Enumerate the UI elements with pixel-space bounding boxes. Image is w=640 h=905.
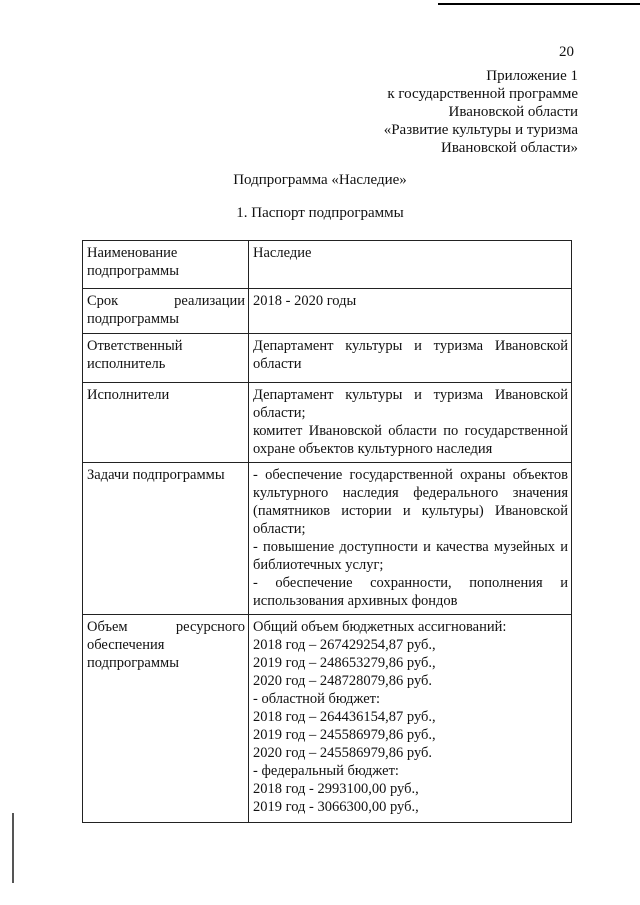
page-number: 20 [559,44,574,60]
row-value: 2018 - 2020 годы [249,289,572,334]
funding-line: 2018 год – 267429254,87 руб., [253,637,436,653]
row-label: Срок реализации подпрограммы [83,289,249,334]
funding-line: 2018 год - 2993100,00 руб., [253,781,419,797]
funding-line: 2020 год – 245586979,86 руб. [253,745,433,761]
funding-line: 2019 год - 3066300,00 руб., [253,799,419,815]
appendix-line: Ивановской области» [441,140,578,156]
funding-line: - федеральный бюджет: [253,763,399,779]
funding-line: 2020 год – 248728079,86 руб. [253,673,433,689]
row-label: Исполнители [83,383,249,463]
table-row [83,463,572,615]
row-value [249,615,572,823]
funding-line: 2018 год – 264436154,87 руб., [253,709,436,725]
executor-item: комитет Ивановской области по государственной охране объектов культурного наследия [253,423,568,457]
appendix-line: Приложение 1 [486,68,578,84]
executor-item: Департамент культуры и туризма Ивановской области; [253,387,568,421]
task-item: - обеспечение государственной охраны объектов культурного наследия федерального значения (памятников истории и культуры) Ивановской области; [253,467,568,537]
funding-line: 2019 год – 245586979,86 руб., [253,727,436,743]
funding-line: - областной бюджет: [253,691,381,707]
funding-line: 2019 год – 248653279,86 руб., [253,655,436,671]
scan-margin-mark [12,813,14,883]
top-edge-line [438,3,640,5]
row-value [249,383,572,463]
row-label: Объем ресурсного обеспечения подпрограммы [83,615,249,823]
row-label: Задачи подпрограммы [83,463,249,615]
appendix-line: к государственной программе [387,86,578,102]
task-item: - повышение доступности и качества музейных и библиотечных услуг; [253,539,568,573]
task-item: - обеспечение сохранности, пополнения и использования архивных фондов [253,575,568,609]
appendix-line: «Развитие культуры и туризма [383,122,578,138]
row-label: Наименование подпрограммы [83,241,249,289]
appendix-header [384,67,578,157]
section-title: 1. Паспорт подпрограммы [236,205,404,221]
funding-line: Общий объем бюджетных ассигнований: [253,619,507,635]
row-value [249,463,572,615]
subprogram-title: Подпрограмма «Наследие» [233,172,407,188]
passport-table [82,240,572,823]
row-label: Ответственный исполнитель [83,334,249,383]
row-value: Наследие [249,241,572,289]
table-row [83,334,572,383]
table-row [83,241,572,289]
table-row [83,615,572,823]
table-row [83,289,572,334]
table-row [83,383,572,463]
row-value: Департамент культуры и туризма Ивановской области [249,334,572,383]
appendix-line: Ивановской области [448,104,578,120]
